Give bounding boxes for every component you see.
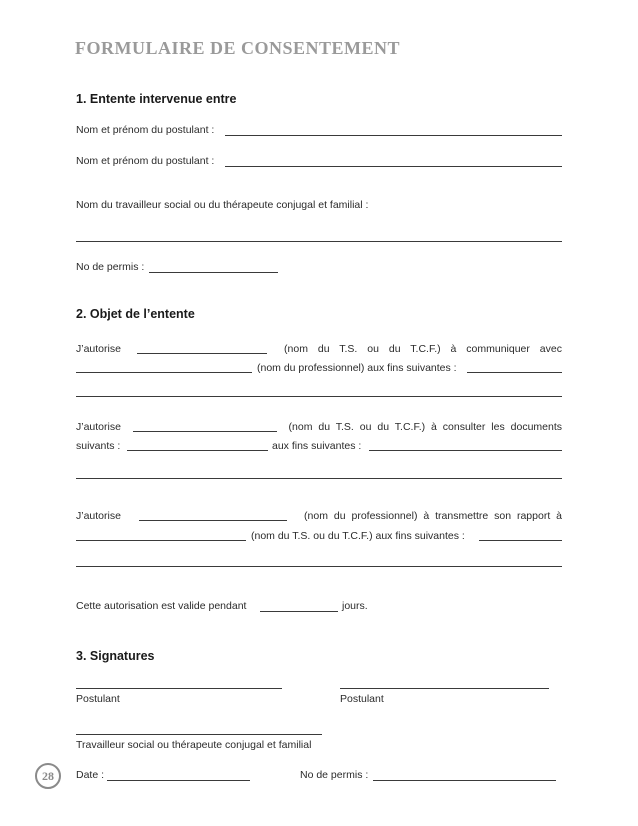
postulant2-field[interactable]: [225, 166, 562, 167]
postulant2-label: Nom et prénom du postulant :: [76, 155, 215, 167]
section1-heading: 1. Entente intervenue entre: [76, 92, 237, 106]
p2-line2-start: suivants :: [76, 440, 121, 452]
signature-permis-field[interactable]: [373, 780, 556, 781]
signature-permis-label: No de permis :: [300, 769, 369, 781]
p3-start: J’autorise: [76, 510, 121, 522]
p1-line1: [76, 343, 562, 355]
page-number: 28: [42, 768, 54, 783]
p3-professional-field[interactable]: [139, 510, 287, 521]
p3-purpose-field[interactable]: [479, 540, 562, 541]
p1-purpose-field[interactable]: [467, 372, 562, 373]
p3-mid: (nom du professionnel) à transmettre son rapport à: [304, 510, 562, 522]
form-title: FORMULAIRE DE CONSENTEMENT: [75, 38, 401, 58]
p2-documents-field[interactable]: [127, 450, 268, 451]
p2-ts-name-field[interactable]: [133, 421, 277, 432]
validity-start: Cette autorisation est valide pendant: [76, 600, 247, 612]
p2-line2-mid: aux fins suivantes :: [272, 440, 362, 452]
p2-purpose-field[interactable]: [369, 450, 562, 451]
travailleur-field[interactable]: [76, 241, 562, 242]
p1-professional-field[interactable]: [76, 372, 252, 373]
postulant-right-signature[interactable]: [340, 688, 549, 689]
page-number-badge: [35, 763, 61, 789]
postulant1-label: Nom et prénom du postulant :: [76, 124, 215, 136]
p3-line2-mid: (nom du T.S. ou du T.C.F.) aux fins suivantes :: [251, 530, 465, 542]
p2-mid: (nom du T.S. ou du T.C.F.) à consulter les documents: [288, 421, 562, 433]
p2-start: J’autorise: [76, 421, 121, 433]
p2-line1: [76, 421, 562, 433]
date-label: Date :: [76, 769, 105, 781]
p1-purpose-line[interactable]: [76, 396, 562, 397]
permis-label: No de permis :: [76, 261, 145, 273]
postulant-left-label: Postulant: [76, 693, 120, 705]
travailleur-signature-label: Travailleur social ou thérapeute conjugal et familial: [76, 739, 312, 751]
postulant-right-label: Postulant: [340, 693, 384, 705]
travailleur-signature[interactable]: [76, 734, 322, 735]
section3-heading: 3. Signatures: [76, 649, 155, 663]
date-field[interactable]: [107, 780, 250, 781]
p3-ts-name-field[interactable]: [76, 540, 246, 541]
p1-mid: (nom du T.S. ou du T.C.F.) à communiquer avec: [284, 343, 562, 355]
validity-days-field[interactable]: [260, 611, 338, 612]
p1-ts-name-field[interactable]: [137, 343, 267, 354]
p3-line1: [76, 510, 562, 522]
p3-purpose-line[interactable]: [76, 566, 562, 567]
section2-heading: 2. Objet de l’entente: [76, 307, 195, 321]
permis-field[interactable]: [149, 272, 278, 273]
p2-purpose-line[interactable]: [76, 478, 562, 479]
travailleur-label: Nom du travailleur social ou du thérapeute conjugal et familial :: [76, 199, 369, 211]
postulant-left-signature[interactable]: [76, 688, 282, 689]
p1-line2-mid: (nom du professionnel) aux fins suivantes :: [257, 362, 457, 374]
validity-end: jours.: [342, 600, 368, 612]
postulant1-field[interactable]: [225, 135, 562, 136]
p1-start: J’autorise: [76, 343, 121, 355]
